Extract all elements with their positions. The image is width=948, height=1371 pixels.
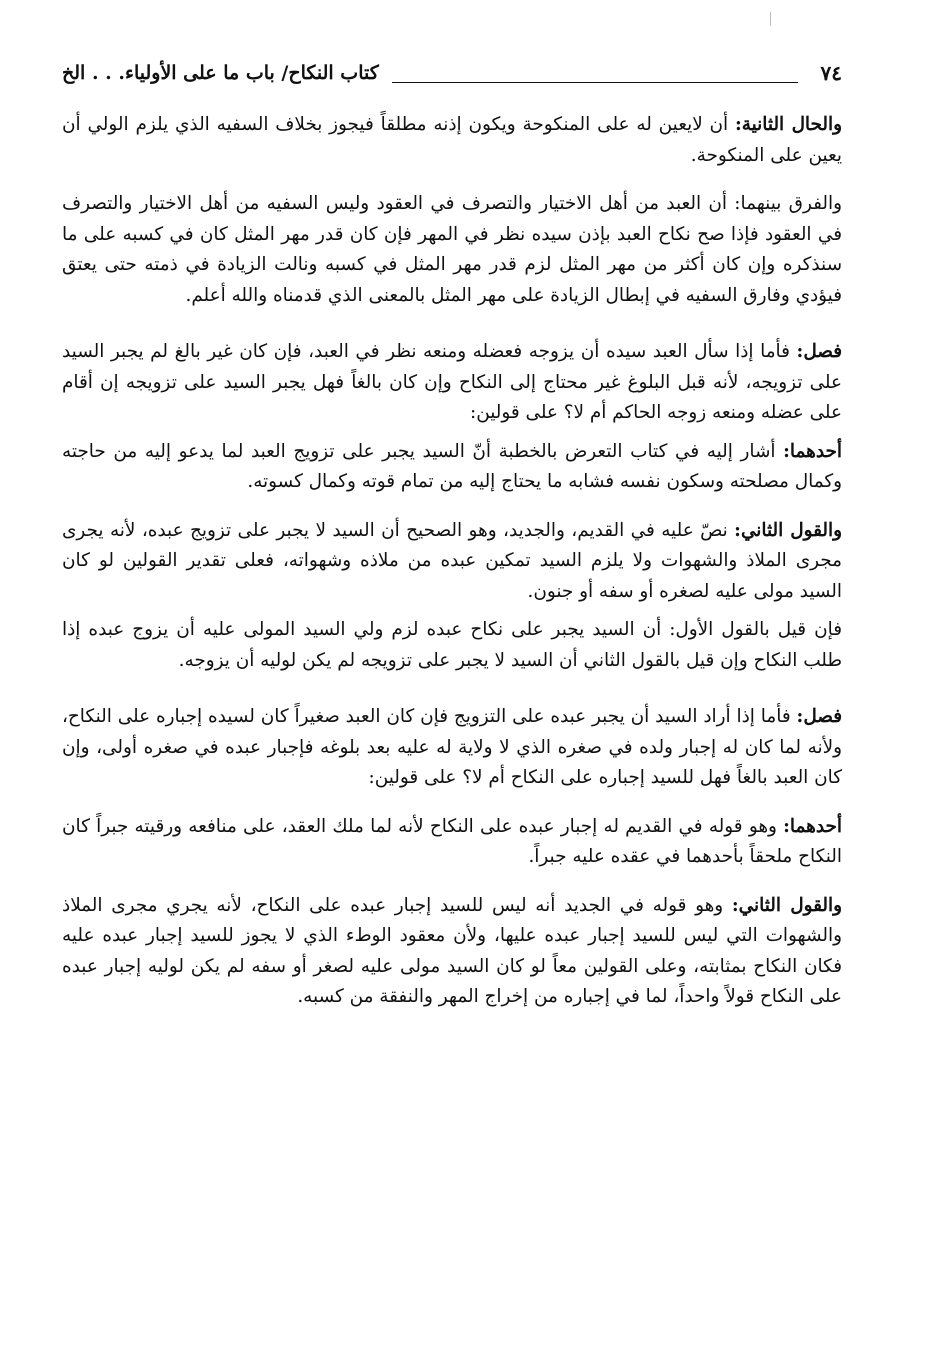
paragraph xyxy=(62,110,842,171)
paragraph-text: أن لايعين له على المنكوحة ويكون إذنه مطلقاً فيجوز بخلاف السفيه الذي يلزم الولي أن يعين على المنكوحة. xyxy=(62,114,842,166)
page-header xyxy=(62,58,842,92)
paragraph-lead: فصل: xyxy=(796,341,842,362)
paragraph-text: وهو قوله في الجديد أنه ليس للسيد إجبار عبده على النكاح، لأنه يجري مجرى الملاذ والشهوات التي ليس للسيد إجبار عبده عليها، ولأن معقود الوطء الذي لا يجوز للسيد إجبار عبده عليه فكان النكاح بمثابته، وعلى القولين معاً لو كان السيد مولى عليه لصغر أو سفه لم يكن لوليه إجبار عبده على النكاح قولاً واحداً، لما في إجباره من إخراج المهر والنفقة من كسبه. xyxy=(62,894,842,1007)
paragraph xyxy=(62,189,842,311)
paragraph xyxy=(62,516,842,608)
paragraph-text: والفرق بينهما: أن العبد من أهل الاختيار والتصرف في العقود وليس السفيه من أهل الاختيار والتصرف في العقود فإذا صح نكاح العبد بإذن سيده نظر في المهر فإن كان قدر مهر المثل كان في كسبه على ما سنذكره وإن كان أكثر من مهر المثل لزم قدر مهر المثل في كسبه ونالت الزيادة في ذمته حتى يعتق فيؤدي وفارق السفيه في إبطال الزيادة على مهر المثل بالمعنى الذي قدمناه والله أعلم. xyxy=(62,193,842,306)
paragraph-lead: أحدهما: xyxy=(783,440,842,462)
paragraph-text: فأما إذا أراد السيد أن يجبر عبده على التزويج فإن كان العبد صغيراً كان لسيده إجباره على النكاح، ولأنه لما كان له إجبار ولده في صغره الذي لا ولاية له عليه بعد بلوغه فإجبار عبده في صغره أولى، وإن كان العبد بالغاً فهل للسيد إجباره على النكاح أم لا؟ على قولين: xyxy=(62,706,842,788)
page-number: ٧٤ xyxy=(820,61,842,85)
paragraph-lead: أحدهما: xyxy=(783,815,842,837)
header-rule xyxy=(392,82,798,83)
paragraph xyxy=(62,702,842,794)
scan-mark xyxy=(770,12,771,26)
paragraph xyxy=(62,437,842,498)
paragraph xyxy=(62,891,842,1013)
paragraph-lead: فصل: xyxy=(796,706,842,727)
paragraph xyxy=(62,812,842,873)
paragraph-text: فإن قيل بالقول الأول: أن السيد يجبر على نكاح عبده لزم ولي السيد المولى عليه أن يزوج عبده إذا طلب النكاح وإن قيل بالقول الثاني أن السيد لا يجبر على تزويجه لم يكن لوليه أن يزوجه. xyxy=(62,619,842,671)
paragraph-lead: والقول الثاني: xyxy=(731,894,843,916)
paragraph-lead: والقول الثاني: xyxy=(734,519,842,541)
paragraph xyxy=(62,615,842,676)
paragraph-text: أشار إليه في كتاب التعرض بالخطبة أنّ السيد يجبر على تزويج العبد لما يدعو إليه من حاجته وكمال مصلحته وسكون نفسه فشابه ما يحتاج إليه من تمام قوته وكمال كسوته. xyxy=(62,440,842,492)
body-text xyxy=(62,110,842,1013)
paragraph-text: وهو قوله في القديم له إجبار عبده على النكاح لأنه لما ملك العقد، على منافعه ورقيته جبراً كان النكاح ملحقاً بأحدهما في عقده عليه جبراً. xyxy=(62,815,842,867)
paragraph-lead: والحال الثانية: xyxy=(734,114,842,135)
running-title: كتاب النكاح/ باب ما على الأولياء. . . الخ xyxy=(62,62,379,84)
paragraph-text: فأما إذا سأل العبد سيده أن يزوجه فعضله ومنعه نظر في العبد، فإن كان غير بالغ لم يجبر السيد على تزويجه، لأنه قبل البلوغ غير محتاج إلى النكاح وإن كان بالغاً فهل يجبر السيد على تزويجه إن أقام على عضله ومنعه زوجه الحاكم أم لا؟ على قولين: xyxy=(62,341,842,423)
paragraph-text: نصّ عليه في القديم، والجديد، وهو الصحيح أن السيد لا يجبر على تزويج عبده، لأنه يجرى مجرى الملاذ والشهوات ولا يلزم السيد تمكين عبده من ملاذه وشهواته، فعلى تقدير القولين لو كان السيد مولى عليه لصغره أو سفه أو جنون. xyxy=(62,519,842,602)
paragraph xyxy=(62,337,842,429)
